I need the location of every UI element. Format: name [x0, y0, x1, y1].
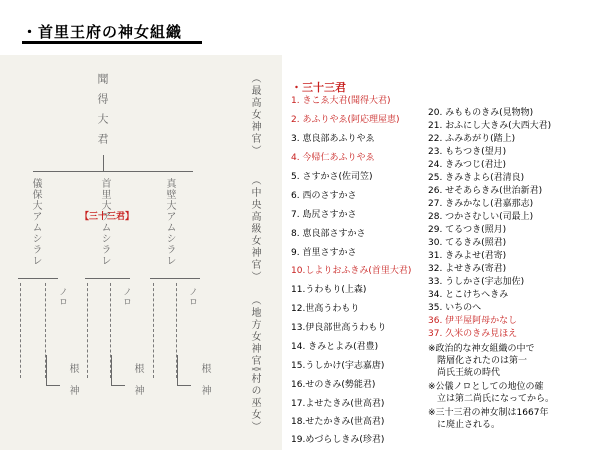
- chart-branch-name: 真壁大アムシラレ: [164, 178, 175, 266]
- list-item: 35. いちのへ: [428, 303, 482, 313]
- chart-dash-line: [20, 283, 21, 378]
- list-item: 33. うしかさ(宇志加佐): [428, 277, 525, 287]
- note-line: に廃止される。: [428, 420, 501, 430]
- list-item: 28. つかさむしい(司最上): [428, 212, 534, 222]
- list-item: 9. 首里さすかさ: [291, 248, 357, 258]
- list-item: 15.うしかけ(宇志嘉唐): [291, 361, 385, 371]
- chart-top-name: 聞得大君: [96, 73, 109, 153]
- chart-shrine-label: 根神: [132, 363, 143, 407]
- list-item: 29. てるつき(照月): [428, 225, 507, 235]
- chart-thirty-three-label: 【三十三君】: [80, 212, 135, 222]
- list-item: 24. きみつじ(君辻): [428, 160, 507, 170]
- list-item: 13.伊良部世高うわもり: [291, 323, 387, 333]
- list-item: 22. ふみあがり(踏上): [428, 134, 516, 144]
- list-item: 30. てるきみ(照君): [428, 238, 507, 248]
- chart-noro-label: ノロ: [57, 287, 67, 307]
- list-item: 11.うわもり(上森): [291, 285, 367, 295]
- list-item: 3. 恵良部あふりやゑ: [291, 134, 375, 144]
- list-item: 31. きみよせ(君寄): [428, 251, 507, 261]
- note-line: ※政治的な神女組織の中で: [428, 344, 535, 354]
- chart-dash-line: [153, 283, 154, 378]
- chart-branch-line: [150, 278, 200, 279]
- note-line: 階層化されたのは第一: [428, 356, 528, 366]
- chart-rank-mid: （中央高級女神官）: [249, 175, 260, 283]
- list-item: 37. 久米のきみ見ほえ: [428, 329, 518, 339]
- chart-shrine-label: 根神: [199, 363, 210, 407]
- chart-rank-top: （最高女神官）: [249, 73, 260, 157]
- list-item: 26. せそあらきみ(世治新君): [428, 186, 543, 196]
- note-line: ※公儀ノロとしての地位の確: [428, 382, 544, 392]
- title-underline: [22, 41, 202, 44]
- hierarchy-chart-image: [0, 55, 282, 450]
- chart-rank-village: （村の巫女）: [249, 361, 260, 433]
- note-line: 立は第二尚氏になってから。: [428, 394, 555, 404]
- list-item: 6. 西のさすかさ: [291, 191, 357, 201]
- list-item: 32. よせきみ(寄君): [428, 264, 507, 274]
- chart-shrine-label: 根神: [67, 363, 78, 407]
- list-item: 12.世高うわもり: [291, 304, 360, 314]
- list-item: 10.しよりおふきみ(首里大君): [291, 266, 412, 276]
- chart-noro-label: ノロ: [121, 287, 131, 307]
- chart-lower-line: [46, 385, 60, 386]
- list-heading: ・三十三君: [291, 81, 346, 94]
- chart-connector-line: [33, 171, 193, 172]
- chart-noro-label: ノロ: [187, 287, 197, 307]
- chart-lower-line: [177, 385, 191, 386]
- chart-dash-line: [87, 283, 88, 378]
- chart-branch-name: 首里大アムシラレ: [99, 178, 110, 266]
- chart-branch-line: [85, 278, 130, 279]
- chart-lower-line: [111, 355, 112, 385]
- chart-branch-line: [18, 278, 58, 279]
- chart-branch-name: 儀保大アムシラレ: [30, 178, 41, 266]
- list-item: 25. きみきよら(君清良): [428, 173, 525, 183]
- list-item: 14. きみとよみ(君豊): [291, 342, 379, 352]
- chart-lower-line: [46, 355, 47, 385]
- list-item: 1. きこゑ大君(聞得大君): [291, 96, 391, 106]
- list-item: 8. 恵良部さすかさ: [291, 229, 366, 239]
- list-item: 36. 伊平屋阿母かなし: [428, 316, 518, 326]
- list-item: 20. みもものきみ(見物物): [428, 108, 534, 118]
- page-title: ・首里王府の神女組織: [22, 23, 183, 41]
- list-item: 21. おふにし大きみ(大西大君): [428, 121, 552, 131]
- chart-lower-line: [177, 355, 178, 385]
- list-item: 27. きみかなし(君嘉那志): [428, 199, 534, 209]
- list-item: 34. とこけちへきみ: [428, 290, 509, 300]
- list-item: 7. 島尻さすかさ: [291, 210, 357, 220]
- chart-connector-line: [103, 155, 104, 171]
- note-line: ※三十三君の神女制は1667年: [428, 408, 549, 418]
- chart-lower-line: [111, 385, 125, 386]
- list-item: 17.よせたきみ(世高君): [291, 399, 385, 409]
- list-item: 4. 今帰仁あふりやゑ: [291, 153, 375, 163]
- list-item: 16.せのきみ(勢能君): [291, 380, 376, 390]
- list-item: 23. もちつき(望月): [428, 147, 507, 157]
- list-item: 19.めづらしきみ(珍君): [291, 435, 385, 445]
- chart-rank-regional: （地方女神官）: [249, 295, 260, 379]
- list-item: 2. あふりやゑ(阿応理屋恵): [291, 115, 400, 125]
- note-line: 尚氏王統の時代: [428, 368, 501, 378]
- list-item: 5. さすかさ(佐司笠): [291, 172, 373, 182]
- list-item: 18.せたかきみ(世高君): [291, 417, 385, 427]
